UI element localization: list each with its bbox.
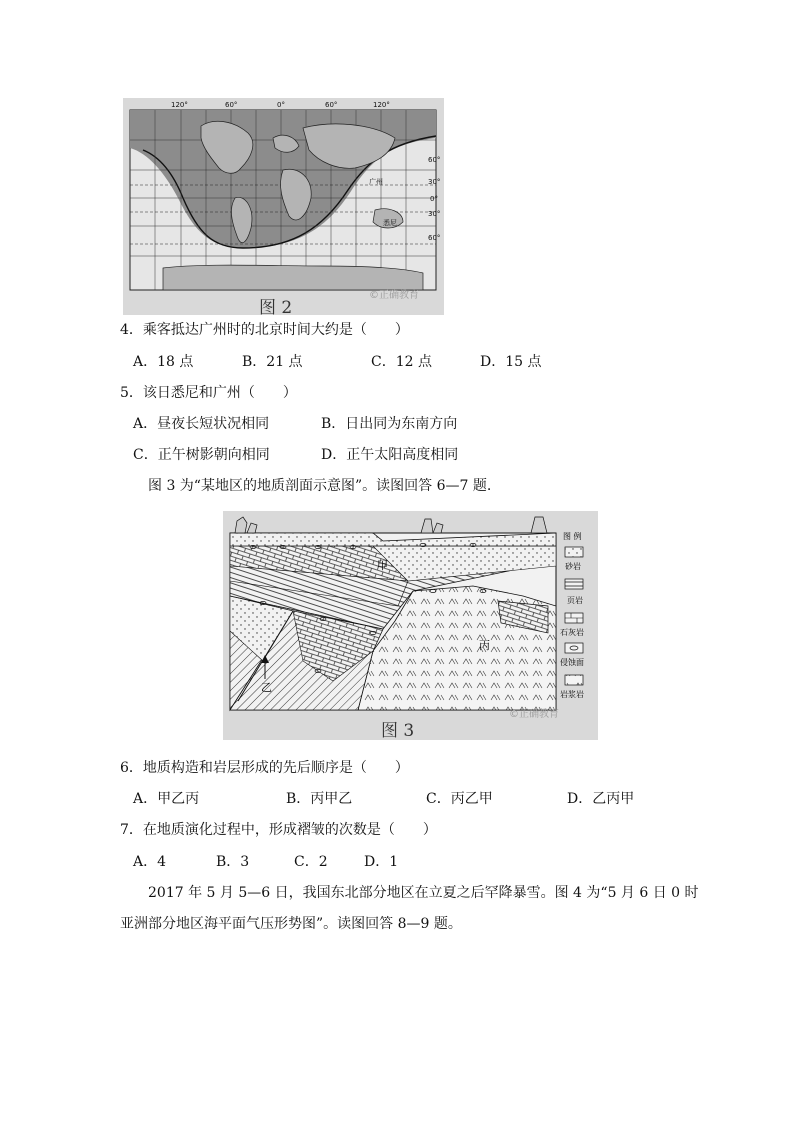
legend-label-magmatic-rock: 岩浆岩 [560,690,584,699]
figure-3 [223,511,598,740]
lon-label: 0° [277,101,285,109]
legend-title: 图 例 [563,532,582,541]
watermark: ©正确教育 [369,290,419,301]
question-4-option-a: A．18 点 [133,354,194,370]
world-map-daylight [123,98,444,315]
lat-label: 30° [428,210,441,218]
legend [560,531,584,699]
label-sydney: 悉尼 [383,219,397,227]
figure-4-intro-line-2: 亚洲部分地区海平面气压形势图”。读图回答 8—9 题。 [120,916,462,932]
question-7-option-c: C．2 [294,854,328,870]
question-5-stem: 5．该日悉尼和广州（ ） [120,385,297,401]
question-6-stem: 6．地质构造和岩层形成的先后顺序是（ ） [120,760,409,776]
figure-3-caption: 图 3 [381,721,415,741]
question-4-option-b: B．21 点 [242,354,303,370]
lat-label: 30° [428,178,441,186]
question-6-option-c: C．丙乙甲 [426,791,493,807]
lon-label: 60° [225,101,238,109]
label-bing: 丙 [479,639,490,652]
label-guangzhou: 广州 [369,178,383,186]
question-4-stem: 4．乘客抵达广州时的北京时间大约是（ ） [120,322,409,338]
figure-4-intro-line-1: 2017 年 5 月 5—6 日，我国东北部分地区在立夏之后罕降暴雪。图 4 为“5 月 6 日 0 时 [148,885,699,901]
question-6-option-b: B．丙甲乙 [286,791,353,807]
question-7-option-d: D．1 [364,854,399,870]
lon-label: 120° [171,101,188,109]
question-6-option-a: A．甲乙丙 [133,791,200,807]
figure-2 [123,98,444,318]
watermark: ©正确教育 [509,709,559,720]
legend-label-shale: 页岩 [567,596,583,605]
label-jia: 甲 [377,559,388,572]
question-5-option-c: C．正午树影朝向相同 [133,447,270,463]
question-5-option-b: B．日出同为东南方向 [321,416,458,432]
question-6-option-d: D．乙丙甲 [567,791,635,807]
label-yi: 乙 [261,681,272,694]
question-4-option-c: C．12 点 [371,354,432,370]
question-4-option-d: D．15 点 [480,354,542,370]
figure-2-caption: 图 2 [259,298,293,318]
figure-3-intro: 图 3 为“某地区的地质剖面示意图”。读图回答 6—7 题. [148,478,492,494]
lat-label: 60° [428,156,441,164]
question-5-option-a: A．昼夜长短状况相同 [133,416,270,432]
lat-label: 60° [428,234,441,242]
lon-label: 60° [325,101,338,109]
legend-label-limestone: 石灰岩 [560,628,584,637]
lon-label: 120° [373,101,390,109]
question-7-stem: 7．在地质演化过程中，形成褶皱的次数是（ ） [120,822,437,838]
lat-label: 0° [430,195,438,203]
question-7-option-a: A．4 [133,854,167,870]
legend-label-sandstone: 砂岩 [565,562,581,571]
question-5-option-d: D．正午太阳高度相同 [321,447,459,463]
question-7-option-b: B．3 [216,854,250,870]
legend-label-erosion-surface: 侵蚀面 [560,658,584,667]
